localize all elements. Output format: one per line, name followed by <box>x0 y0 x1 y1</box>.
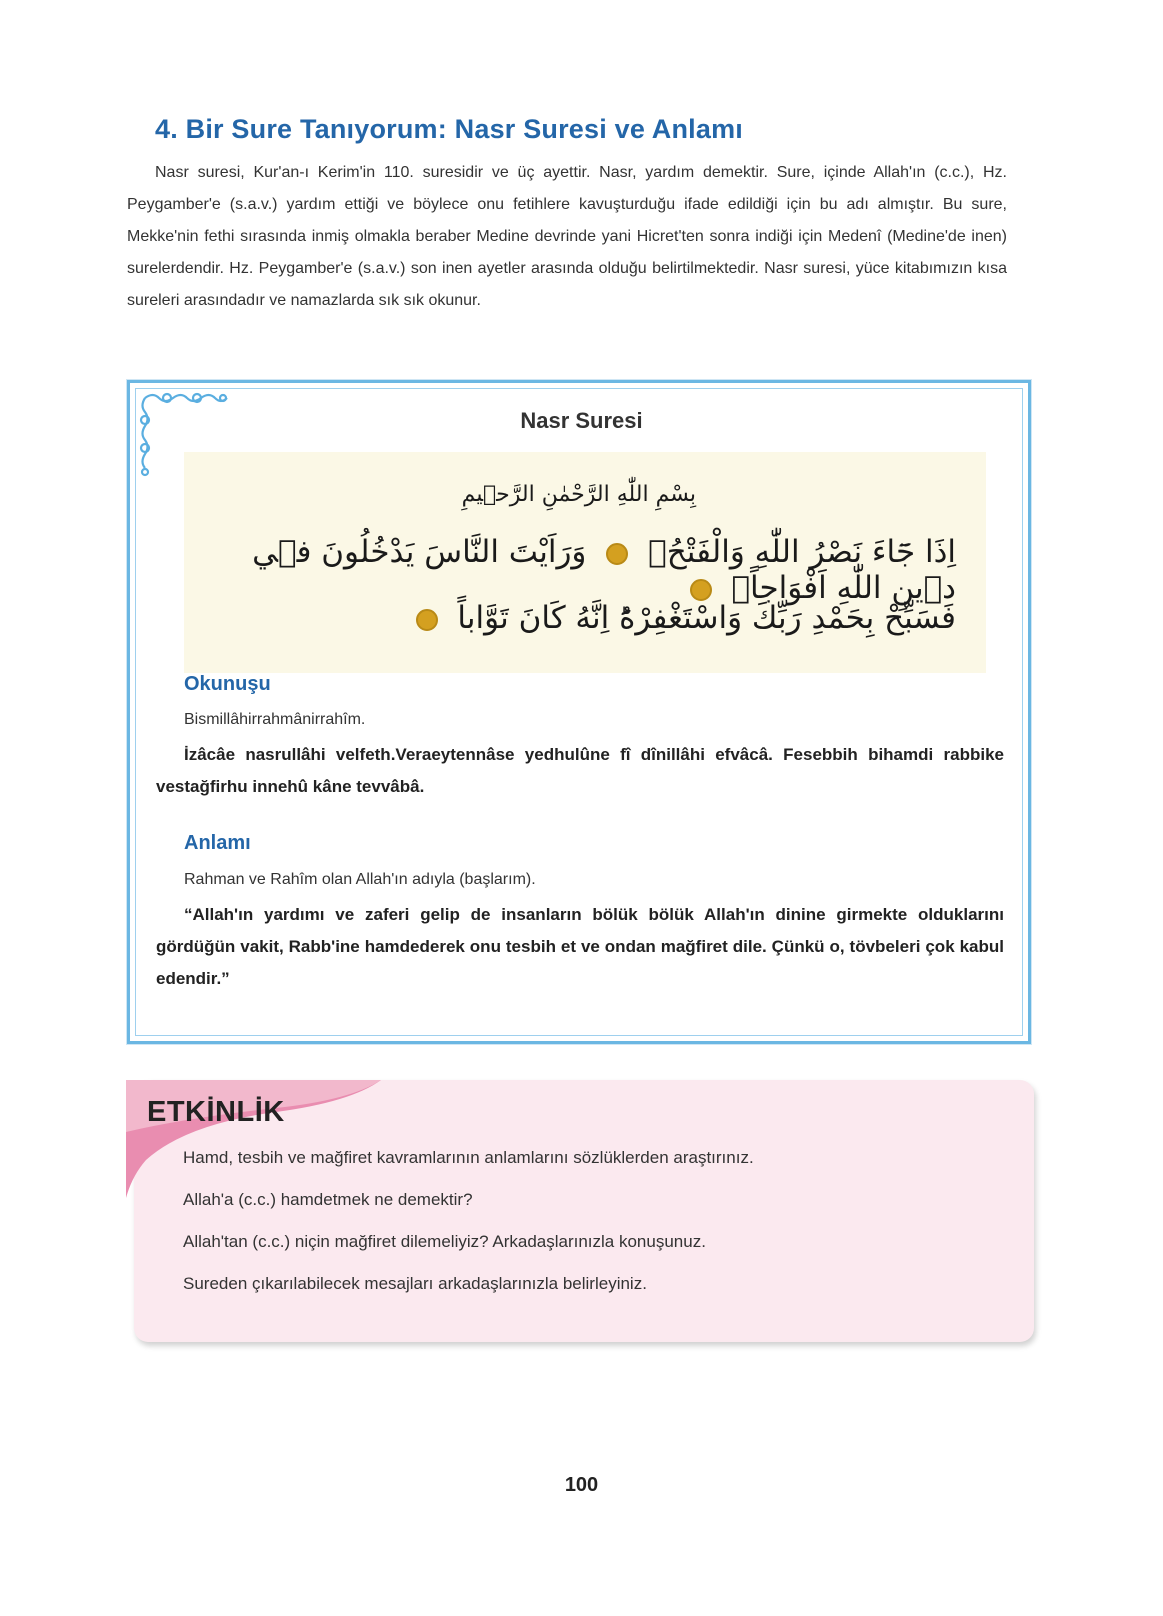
verse-2-arabic: وَرَاَيْتَ النَّاسَ يَدْخُلُونَ ف۪ي د۪ينِ اللّٰهِ اَفْوَاجاًۙ <box>252 534 956 606</box>
reading-text-content: İzâcâe nasrullâhi velfeth.Veraeytennâse yedhulûne fî dînillâhi efvâcâ. Fesebbih bihamdi rabbike vestağfirhu innehû kâne tevvâbâ. <box>156 745 1004 796</box>
arabic-verse-line-1 <box>184 534 956 606</box>
activity-item: Allah'tan (c.c.) niçin mağfiret dilemeliyiz? Arkadaşlarınızla konuşunuz. <box>183 1232 706 1251</box>
reading-basmala: Bismillâhirrahmânirrahîm. <box>184 711 366 728</box>
intro-text: Nasr suresi, Kur'an-ı Kerim'in 110. suresidir ve üç ayettir. Nasr, yardım demektir. Sure, içinde Allah'ın (c.c.), Hz. Peygamber'e (s.a.v.) yardım ettiği ve böylece onu fetihlere kavuşturduğu ifade edildiği için bu adı almıştır. Bu sure, Mekke'nin fethi sırasında inmiş olmakla beraber Medine devrinde yani Hicret'ten sonra indiği için Medenî (Medine'de inen) surelerdendir. Hz. Peygamber'e (s.a.v.) son inen ayetler arasında olduğu belirtilmektedir. Nasr suresi, yüce kitabımızın kısa sureleri arasındadır ve namazlarda sık sık okunur. <box>127 164 1007 309</box>
activity-item: Allah'a (c.c.) hamdetmek ne demektir? <box>183 1190 473 1209</box>
meaning-basmala: Rahman ve Rahîm olan Allah'ın adıyla (başlarım). <box>184 871 536 888</box>
reading-text <box>156 739 1004 803</box>
verse-1-arabic: اِذَا جَٓاءَ نَصْرُ اللّٰهِ وَالْفَتْحُۙ <box>648 534 956 570</box>
arabic-verse-line-2 <box>406 600 956 636</box>
surah-title: Nasr Suresi <box>520 408 643 433</box>
intro-paragraph <box>127 157 1007 317</box>
verse-marker-icon <box>690 579 712 601</box>
page-number: 100 <box>564 1474 599 1496</box>
section-title: 4. Bir Sure Tanıyorum: Nasr Suresi ve Anlamı <box>155 114 743 144</box>
verse-marker-icon <box>416 609 438 631</box>
reading-heading: Okunuşu <box>184 673 271 695</box>
activity-item: Hamd, tesbih ve mağfiret kavramlarının anlamlarını sözlüklerden araştırınız. <box>183 1148 754 1167</box>
arabic-text-panel <box>184 452 986 673</box>
meaning-heading: Anlamı <box>184 832 251 854</box>
activity-title: ETKİNLİK <box>147 1096 285 1128</box>
basmala-arabic: بِسْمِ اللّٰهِ الرَّحْمٰنِ الرَّح۪يمِ <box>461 482 696 507</box>
meaning-text <box>156 899 1004 995</box>
meaning-text-content: “Allah'ın yardımı ve zaferi gelip de insanların bölük bölük Allah'ın dinine girmekte olduklarını gördüğün vakit, Rabb'ine hamdederek onu tesbih et ve ondan mağfiret dile. Çünkü o, tövbeleri çok kabul edendir.” <box>156 905 1004 988</box>
activity-item: Sureden çıkarılabilecek mesajları arkadaşlarınızla belirleyiniz. <box>183 1274 647 1293</box>
verse-3-arabic: فَسَبِّحْ بِحَمْدِ رَبِّكَ وَاسْتَغْفِرْهُؕ اِنَّهُ كَانَ تَوَّاباً <box>457 600 956 636</box>
verse-marker-icon <box>606 543 628 565</box>
